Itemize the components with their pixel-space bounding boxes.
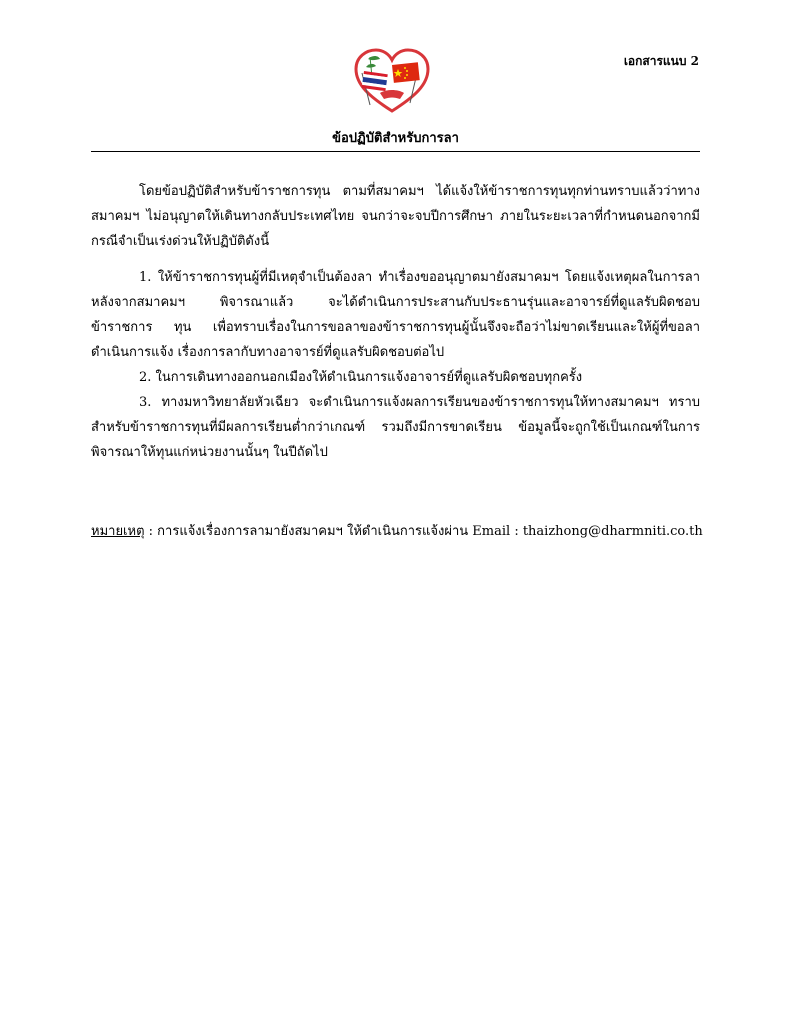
document-title: ข้อปฏิบัติสำหรับการลา [332,131,459,146]
attachment-label: เอกสารแนบ 2 [623,54,699,68]
document-body [91,179,700,254]
rule-item-1: 1. ให้ข้าราชการทุนผู้ที่มีเหตุจำเป็นต้องลา ทำเรื่องขออนุญาตมายังสมาคมฯ โดยแจ้งเหตุผลในการลา หลังจากสมาคมฯ พิจารณาแล้ว จะได้ดำเนินการประสานกับประธานรุ่นและอาจารย์ที่ดูแลรับผิดชอบข้าราชการ ทุน เพื่อทราบเรื่องในการขอลาของข้าราชการทุนผู้นั้นจึงจะถือว่าไม่ขาดเรียนและให้ผู้ที่ขอลาดำเนินการแจ้ง เรื่องการลากับทางอาจารย์ที่ดูแลรับผิดชอบต่อไป [91,270,700,360]
rule-item-3: 3. ทางมหาวิทยาลัยหัวเฉียว จะดำเนินการแจ้งผลการเรียนของข้าราชการทุนให้ทางสมาคมฯ ทราบ สำหรับข้าราชการทุนที่มีผลการเรียนต่ำกว่าเกณฑ์ รวมถึงมีการขาดเรียน ข้อมูลนี้จะถูกใช้เป็นเกณฑ์ในการ พิจารณาให้ทุนแก่หน่วยงานนั้นๆ ในปีถัดไป [91,395,700,460]
note-label: หมายเหตุ [91,524,145,539]
thai-china-heart-logo [352,47,432,115]
title-divider [91,151,700,152]
note-line [91,519,703,544]
rule-list [91,265,700,465]
intro-paragraph: โดยข้อปฏิบัติสำหรับข้าราชการทุน ตามที่สมาคมฯ ได้แจ้งให้ข้าราชการทุนทุกท่านทราบแล้วว่าทาง สมาคมฯ ไม่อนุญาตให้เดินทางกลับประเทศไทย จนกว่าจะจบปีการศึกษา ภายในระยะเวลาที่กำหนดนอกจากมี กรณีจำเป็นเร่งด่วนให้ปฏิบัติดังนี้ [91,184,700,249]
note-text: : การแจ้งเรื่องการลามายังสมาคมฯ ให้ดำเนินการแจ้งผ่าน Email : thaizhong@dharmniti.co.th [144,524,703,539]
rule-item-2: 2. ในการเดินทางออกนอกเมืองให้ดำเนินการแจ้งอาจารย์ที่ดูแลรับผิดชอบทุกครั้ง [139,370,583,385]
